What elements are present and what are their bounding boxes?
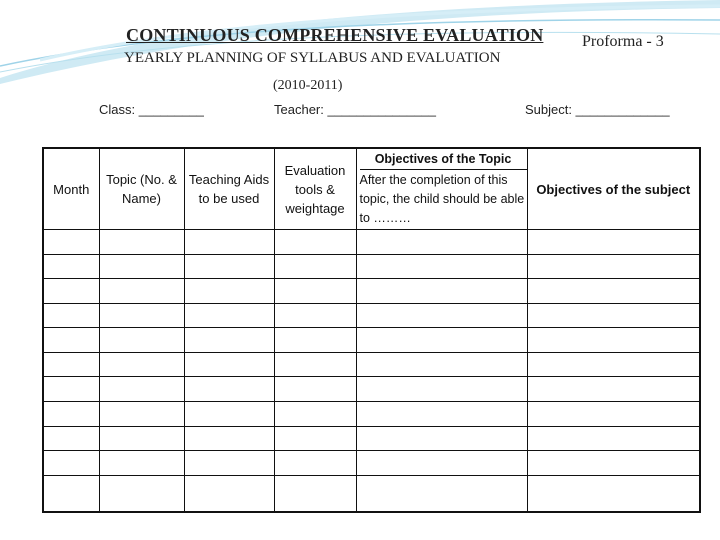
page-subtitle: YEARLY PLANNING OF SYLLABUS AND EVALUATION [124,50,501,66]
table-cell[interactable] [356,475,527,512]
table-cell[interactable] [99,230,184,255]
header-month: Month [43,148,99,230]
table-row [43,377,700,402]
table-cell[interactable] [184,401,274,426]
table-cell[interactable] [274,328,356,353]
proforma-label: Proforma - 3 [582,33,664,50]
objectives-topic-title: Objectives of the Topic [360,150,527,170]
table-cell[interactable] [274,303,356,328]
table-cell[interactable] [43,279,99,304]
table-row [43,475,700,512]
table-cell[interactable] [356,401,527,426]
table-cell[interactable] [99,352,184,377]
table-cell[interactable] [527,279,700,304]
planning-table [42,147,701,513]
table-cell[interactable] [527,352,700,377]
table-cell[interactable] [184,328,274,353]
table-cell[interactable] [184,254,274,279]
table-cell[interactable] [184,451,274,476]
table-row [43,254,700,279]
table-cell[interactable] [43,303,99,328]
table-cell[interactable] [274,475,356,512]
table-cell[interactable] [527,475,700,512]
header-topic: Topic (No. & Name) [99,148,184,230]
table-cell[interactable] [527,426,700,451]
table-cell[interactable] [99,426,184,451]
header-teaching-aids: Teaching Aids to be used [184,148,274,230]
table-cell[interactable] [99,279,184,304]
table-cell[interactable] [274,352,356,377]
table-cell[interactable] [43,401,99,426]
table-cell[interactable] [356,352,527,377]
header-evaluation: Evaluation tools & weightage [274,148,356,230]
table-cell[interactable] [527,451,700,476]
table-cell[interactable] [274,377,356,402]
table-cell[interactable] [184,377,274,402]
table-row [43,230,700,255]
table-cell[interactable] [274,279,356,304]
table-cell[interactable] [274,254,356,279]
table-row [43,401,700,426]
class-field[interactable]: Class: _________ [99,102,204,117]
table-cell[interactable] [356,451,527,476]
table-cell[interactable] [43,230,99,255]
table-cell[interactable] [99,254,184,279]
table-cell[interactable] [527,377,700,402]
table-cell[interactable] [184,279,274,304]
table-cell[interactable] [274,426,356,451]
academic-year: (2010-2011) [273,78,343,93]
table-cell[interactable] [184,230,274,255]
table-cell[interactable] [99,377,184,402]
table-row [43,352,700,377]
table-cell[interactable] [184,352,274,377]
objectives-topic-body: After the completion of this topic, the child should be able to ……… [359,173,525,225]
table-cell[interactable] [356,426,527,451]
table-cell[interactable] [527,328,700,353]
table-cell[interactable] [99,328,184,353]
header-objectives-subject: Objectives of the subject [527,148,700,230]
table-cell[interactable] [356,279,527,304]
table-row [43,328,700,353]
table-cell[interactable] [99,401,184,426]
table-cell[interactable] [356,254,527,279]
page-title: CONTINUOUS COMPREHENSIVE EVALUATION [126,25,544,45]
teacher-field[interactable]: Teacher: _______________ [274,102,436,117]
table-cell[interactable] [43,451,99,476]
table-row [43,303,700,328]
table-cell[interactable] [43,426,99,451]
table-cell[interactable] [274,230,356,255]
table-cell[interactable] [43,352,99,377]
table-cell[interactable] [184,303,274,328]
table-cell[interactable] [527,230,700,255]
table-cell[interactable] [356,303,527,328]
table-row [43,451,700,476]
table-cell[interactable] [356,328,527,353]
table-cell[interactable] [274,451,356,476]
table-cell[interactable] [356,230,527,255]
table-cell[interactable] [43,377,99,402]
table-cell[interactable] [99,451,184,476]
table-cell[interactable] [43,254,99,279]
table-cell[interactable] [274,401,356,426]
table-header-row [43,148,700,230]
table-cell[interactable] [356,377,527,402]
table-cell[interactable] [99,475,184,512]
subject-field[interactable]: Subject: _____________ [525,102,670,117]
table-cell[interactable] [184,475,274,512]
table-cell[interactable] [527,254,700,279]
table-cell[interactable] [527,303,700,328]
table-row [43,279,700,304]
table-cell[interactable] [99,303,184,328]
table-cell[interactable] [527,401,700,426]
table-cell[interactable] [43,475,99,512]
table-row [43,426,700,451]
header-objectives-topic [356,148,527,230]
table-cell[interactable] [43,328,99,353]
table-cell[interactable] [184,426,274,451]
